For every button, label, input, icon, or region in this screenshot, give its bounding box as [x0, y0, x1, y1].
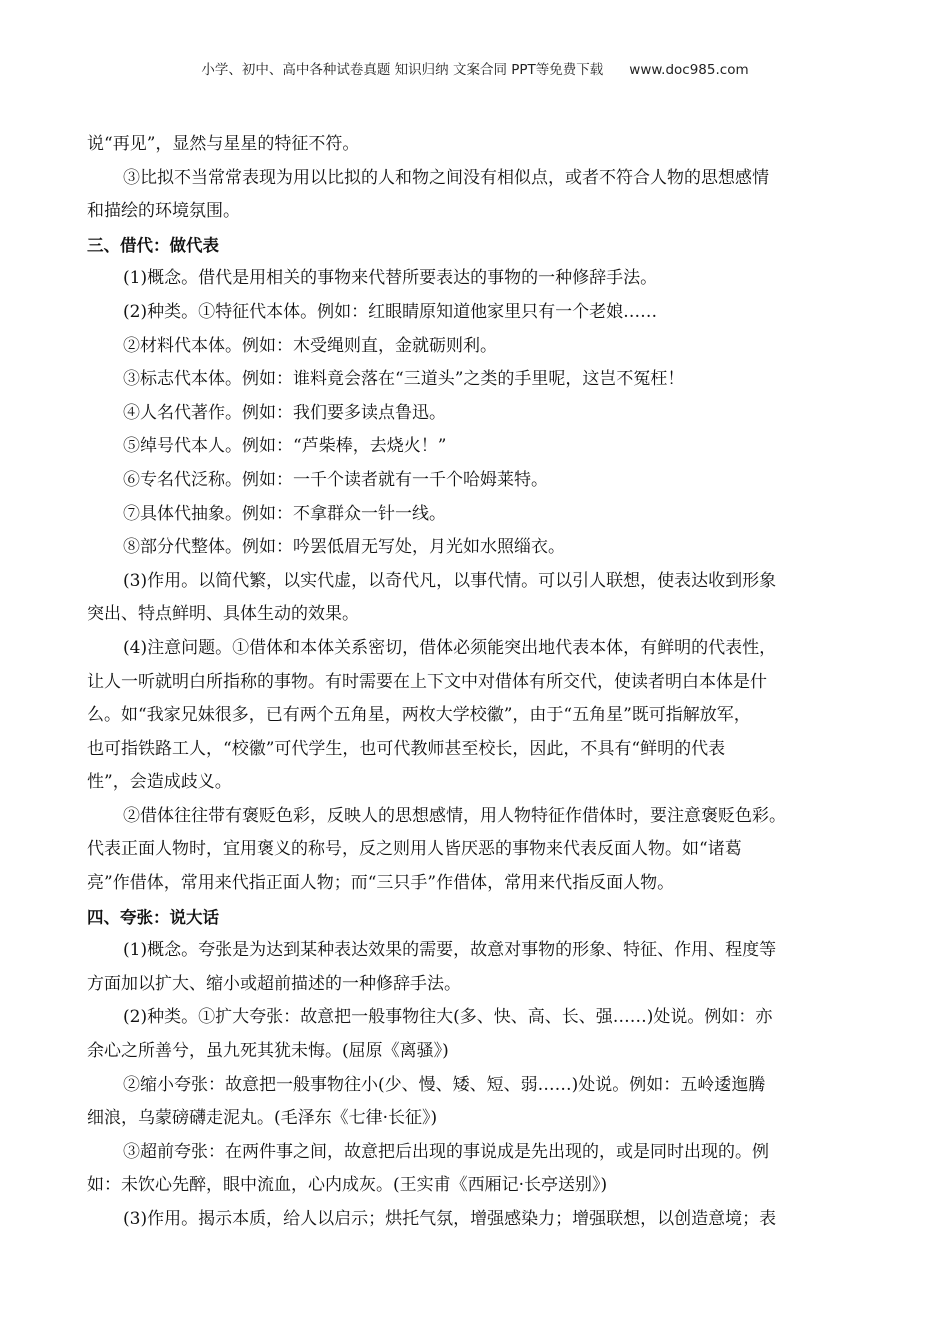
- text-line: ⑦具体代抽象。例如：不拿群众一针一线。: [123, 503, 446, 524]
- text-line: ②缩小夸张：故意把一般事物往小(少、慢、矮、短、弱……)处说。例如：五岭逶迤腾: [123, 1074, 766, 1095]
- text-line: 如：未饮心先醉，眼中流血，心内成灰。(王实甫《西厢记·长亭送别》): [87, 1175, 608, 1196]
- header-site-link[interactable]: www.doc985.com: [629, 62, 749, 78]
- text-line: 也可指铁路工人，“校徽”可代学生，也可代教师甚至校长，因此，不具有“鲜明的代表: [87, 738, 726, 759]
- text-line: 么。如“我家兄妹很多，已有两个五角星，两枚大学校徽”，由于“五角星”既可指解放军，: [87, 705, 751, 726]
- text-line: (2)种类。①扩大夸张：故意把一般事物往大(多、快、高、长、强……)处说。例如：亦: [123, 1007, 773, 1028]
- section-heading: 四、夸张：说大话: [87, 907, 219, 927]
- text-line: ⑥专名代泛称。例如：一千个读者就有一千个哈姆莱特。: [123, 469, 548, 490]
- text-line: (3)作用。揭示本质，给人以启示；烘托气氛，增强感染力；增强联想，以创造意境；表: [123, 1209, 777, 1229]
- section-heading: 三、借代：做代表: [87, 235, 219, 255]
- text-line: 代表正面人物时，宜用褒义的称号，反之则用人皆厌恶的事物来代表反面人物。如“诸葛: [87, 839, 742, 860]
- text-line: ③标志代本体。例如：谁料竟会落在“三道头”之类的手里呢，这岂不冤枉！: [123, 369, 685, 390]
- text-line: 细浪，乌蒙磅礴走泥丸。(毛泽东《七律·长征》): [87, 1108, 438, 1129]
- text-line: ③比拟不当常常表现为用以比拟的人和物之间没有相似点，或者不符合人物的思想感情: [123, 167, 769, 188]
- text-line: 余心之所善兮，虽九死其犹未悔。(屈原《离骚》): [87, 1041, 449, 1062]
- text-line: ②材料代本体。例如：木受绳则直，金就砺则利。: [123, 335, 497, 356]
- header-text: 小学、初中、高中各种试卷真题 知识归纳 文案合同 PPT等免费下载: [201, 62, 604, 78]
- text-line: 让人一听就明白所指称的事物。有时需要在上下文中对借体有所交代，使读者明白本体是什: [87, 671, 767, 692]
- text-line: ②借体往往带有褒贬色彩，反映人的思想感情，用人物特征作借体时，要注意褒贬色彩。: [123, 805, 786, 826]
- text-line: 和描绘的环境氛围。: [87, 201, 240, 222]
- text-line: (2)种类。①特征代本体。例如：红眼睛原知道他家里只有一个老娘……: [123, 301, 658, 322]
- text-line: (1)概念。借代是用相关的事物来代替所要表达的事物的一种修辞手法。: [123, 268, 658, 289]
- text-line: ⑤绰号代本人。例如：“芦柴棒，去烧火！”: [123, 436, 447, 457]
- text-line: (4)注意问题。①借体和本体关系密切，借体必须能突出地代表本体，有鲜明的代表性，: [123, 637, 777, 658]
- page-header: [0, 58, 950, 78]
- document-body: [87, 128, 865, 1237]
- text-line: 突出、特点鲜明、具体生动的效果。: [87, 604, 359, 625]
- text-line: (1)概念。夸张是为达到某种表达效果的需要，故意对事物的形象、特征、作用、程度等: [123, 940, 777, 961]
- text-line: ④人名代著作。例如：我们要多读点鲁迅。: [123, 402, 446, 423]
- text-line: 性”，会造成歧义。: [87, 772, 232, 793]
- text-line: ③超前夸张：在两件事之间，故意把后出现的事说成是先出现的，或是同时出现的。例: [123, 1141, 769, 1162]
- text-line: (3)作用。以简代繁，以实代虚，以奇代凡，以事代情。可以引人联想，使表达收到形象: [123, 570, 777, 591]
- text-line: ⑧部分代整体。例如：吟罢低眉无写处，月光如水照缁衣。: [123, 537, 565, 558]
- text-line: 方面加以扩大、缩小或超前描述的一种修辞手法。: [87, 973, 461, 994]
- text-line: 亮”作借体，常用来代指正面人物；而“三只手”作借体，常用来代指反面人物。: [87, 873, 675, 894]
- text-line: 说“再见”，显然与星星的特征不符。: [87, 134, 360, 154]
